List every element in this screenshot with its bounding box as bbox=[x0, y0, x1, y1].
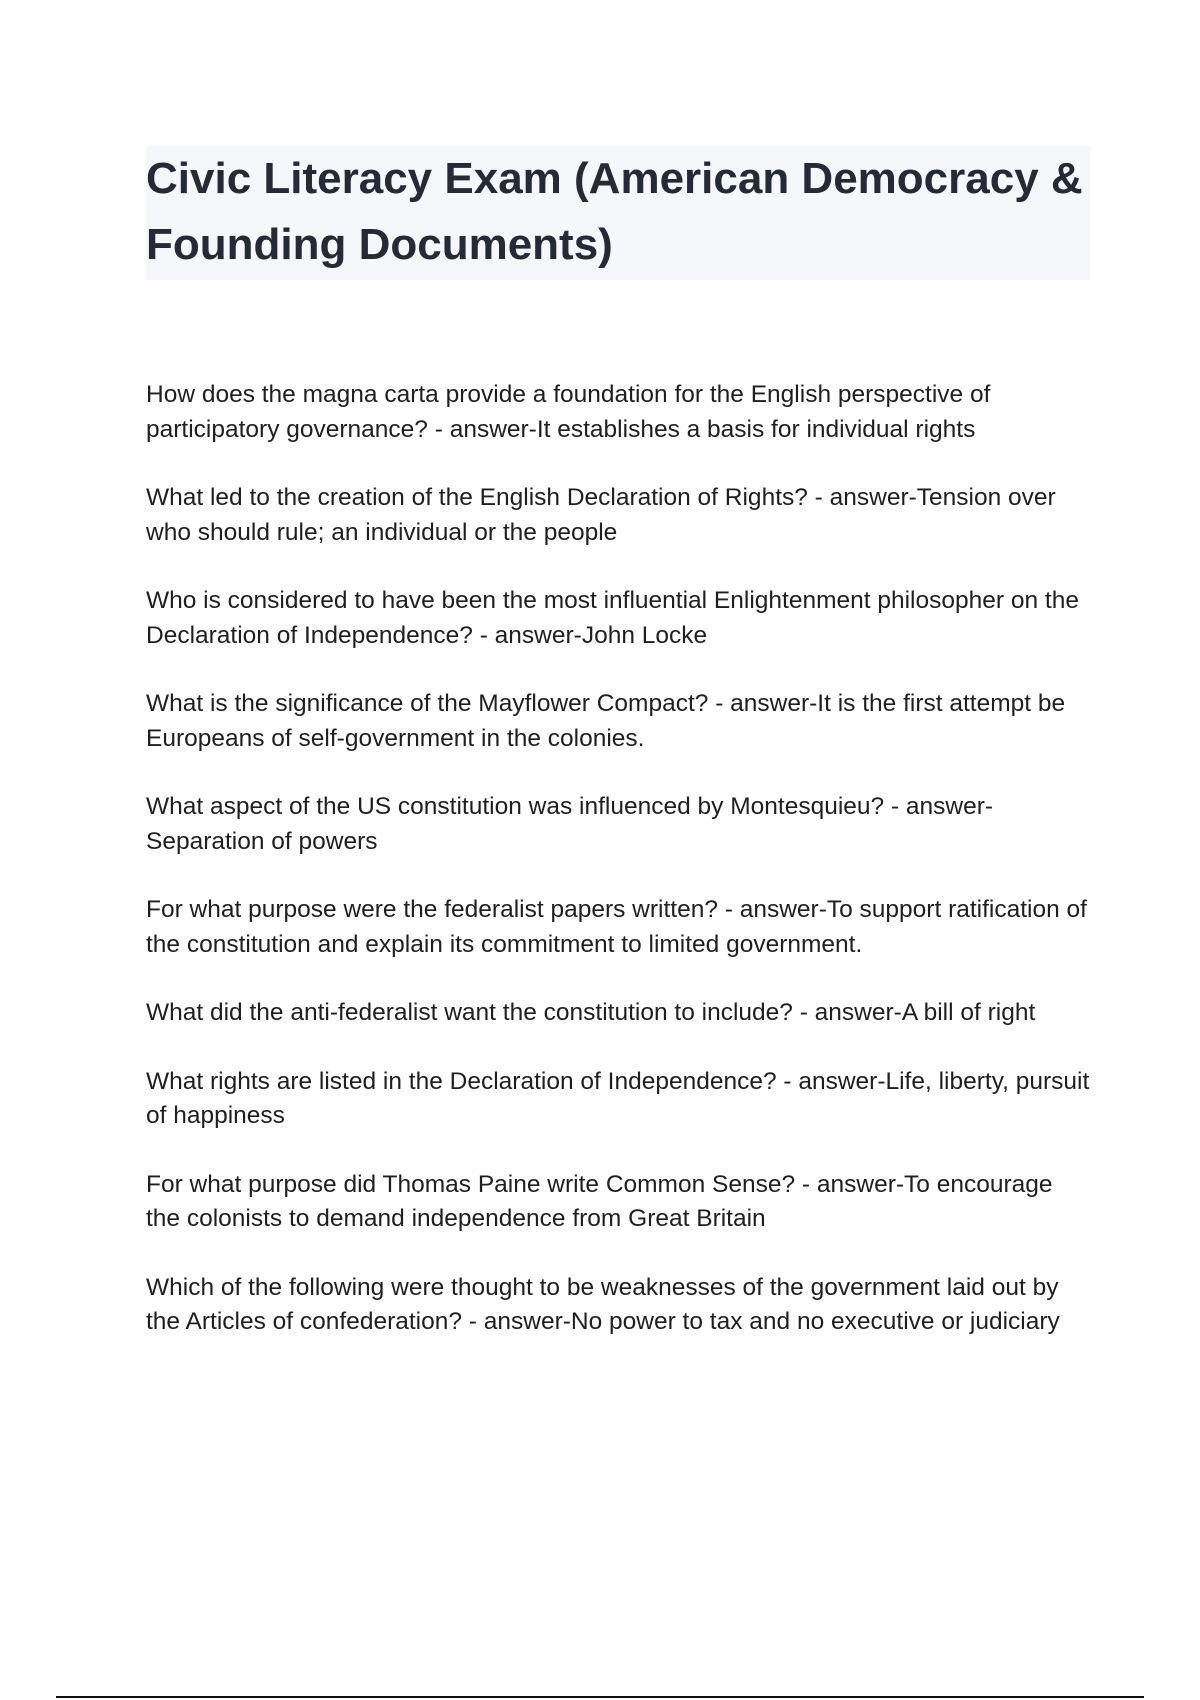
footer-divider bbox=[56, 1696, 1144, 1698]
qa-item-3: Who is considered to have been the most influential Enlightenment philosopher on the Declaration of Independence? - answer-John Locke bbox=[146, 587, 1079, 649]
page-title: Civic Literacy Exam (American Democracy & Founding Documents) bbox=[146, 154, 1083, 269]
qa-item-4: What is the significance of the Mayflower Compact? - answer-It is the first attempt be Europeans of self-government in the colonies. bbox=[146, 690, 1066, 752]
qa-item-10: Which of the following were thought to be weaknesses of the government laid out by the Articles of confederation? - answer-No power to tax and no executive or judiciary bbox=[146, 1273, 1060, 1335]
qa-item-8: What rights are listed in the Declaration of Independence? - answer-Life, liberty, pursuit of happiness bbox=[146, 1067, 1090, 1129]
qa-item-6: For what purpose were the federalist papers written? - answer-To support ratification of the constitution and explain its commitment to limited government. bbox=[146, 896, 1087, 958]
qa-item-7: What did the anti-federalist want the constitution to include? - answer-A bill of right bbox=[146, 999, 1036, 1026]
qa-item-1: How does the magna carta provide a foundation for the English perspective of participatory governance? - answer-It establishes a basis for individual rights bbox=[146, 381, 991, 443]
qa-item-2: What led to the creation of the English Declaration of Rights? - answer-Tension over who should rule; an individual or the people bbox=[146, 484, 1056, 546]
qa-item-9: For what purpose did Thomas Paine write Common Sense? - answer-To encourage the colonists to demand independence from Great Britain bbox=[146, 1170, 1053, 1232]
qa-item-5: What aspect of the US constitution was influenced by Montesquieu? - answer-Separation of powers bbox=[146, 793, 994, 855]
qa-list bbox=[146, 378, 1090, 1374]
title-block bbox=[146, 146, 1090, 280]
